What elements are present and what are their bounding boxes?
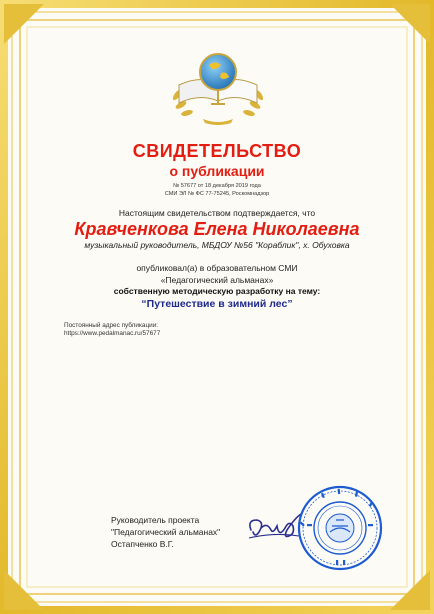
certificate-title: СВИДЕТЕЛЬСТВО <box>132 141 302 161</box>
recipient-role: музыкальный руководитель, МБДОУ №56 "Кораблик", х. Обуховка <box>84 240 350 250</box>
published-in: опубликовал(а) в образовательном СМИ <box>136 263 298 273</box>
signer-project: "Педагогический альманах" <box>111 527 221 537</box>
globe-book-icon <box>165 45 271 127</box>
certificate-subtitle: о публикации <box>169 163 265 179</box>
stamp-icon <box>296 484 384 572</box>
address-url[interactable]: https://www.pedalmanac.ru/57677 <box>64 330 161 337</box>
signer-position: Руководитель проекта <box>111 515 200 525</box>
address-label: Постоянный адрес публикации: <box>64 322 159 329</box>
work-type: собственную методическую разработку на тему: <box>113 286 321 296</box>
media-name: «Педагогический альманах» <box>160 275 274 285</box>
work-title: “Путешествие в зимний лес” <box>141 298 293 310</box>
signer-name: Остапченко В.Г. <box>111 539 174 549</box>
certificate-number: № 57677 от 18 декабря 2019 года <box>173 183 261 189</box>
recipient-name: Кравченкова Елена Николаевна <box>74 219 360 239</box>
confirm-text: Настоящим свидетельством подтверждается, что <box>118 208 316 218</box>
registration-line: СМИ ЭЛ № ФС 77-75245, Роскомнадзор <box>164 191 270 197</box>
